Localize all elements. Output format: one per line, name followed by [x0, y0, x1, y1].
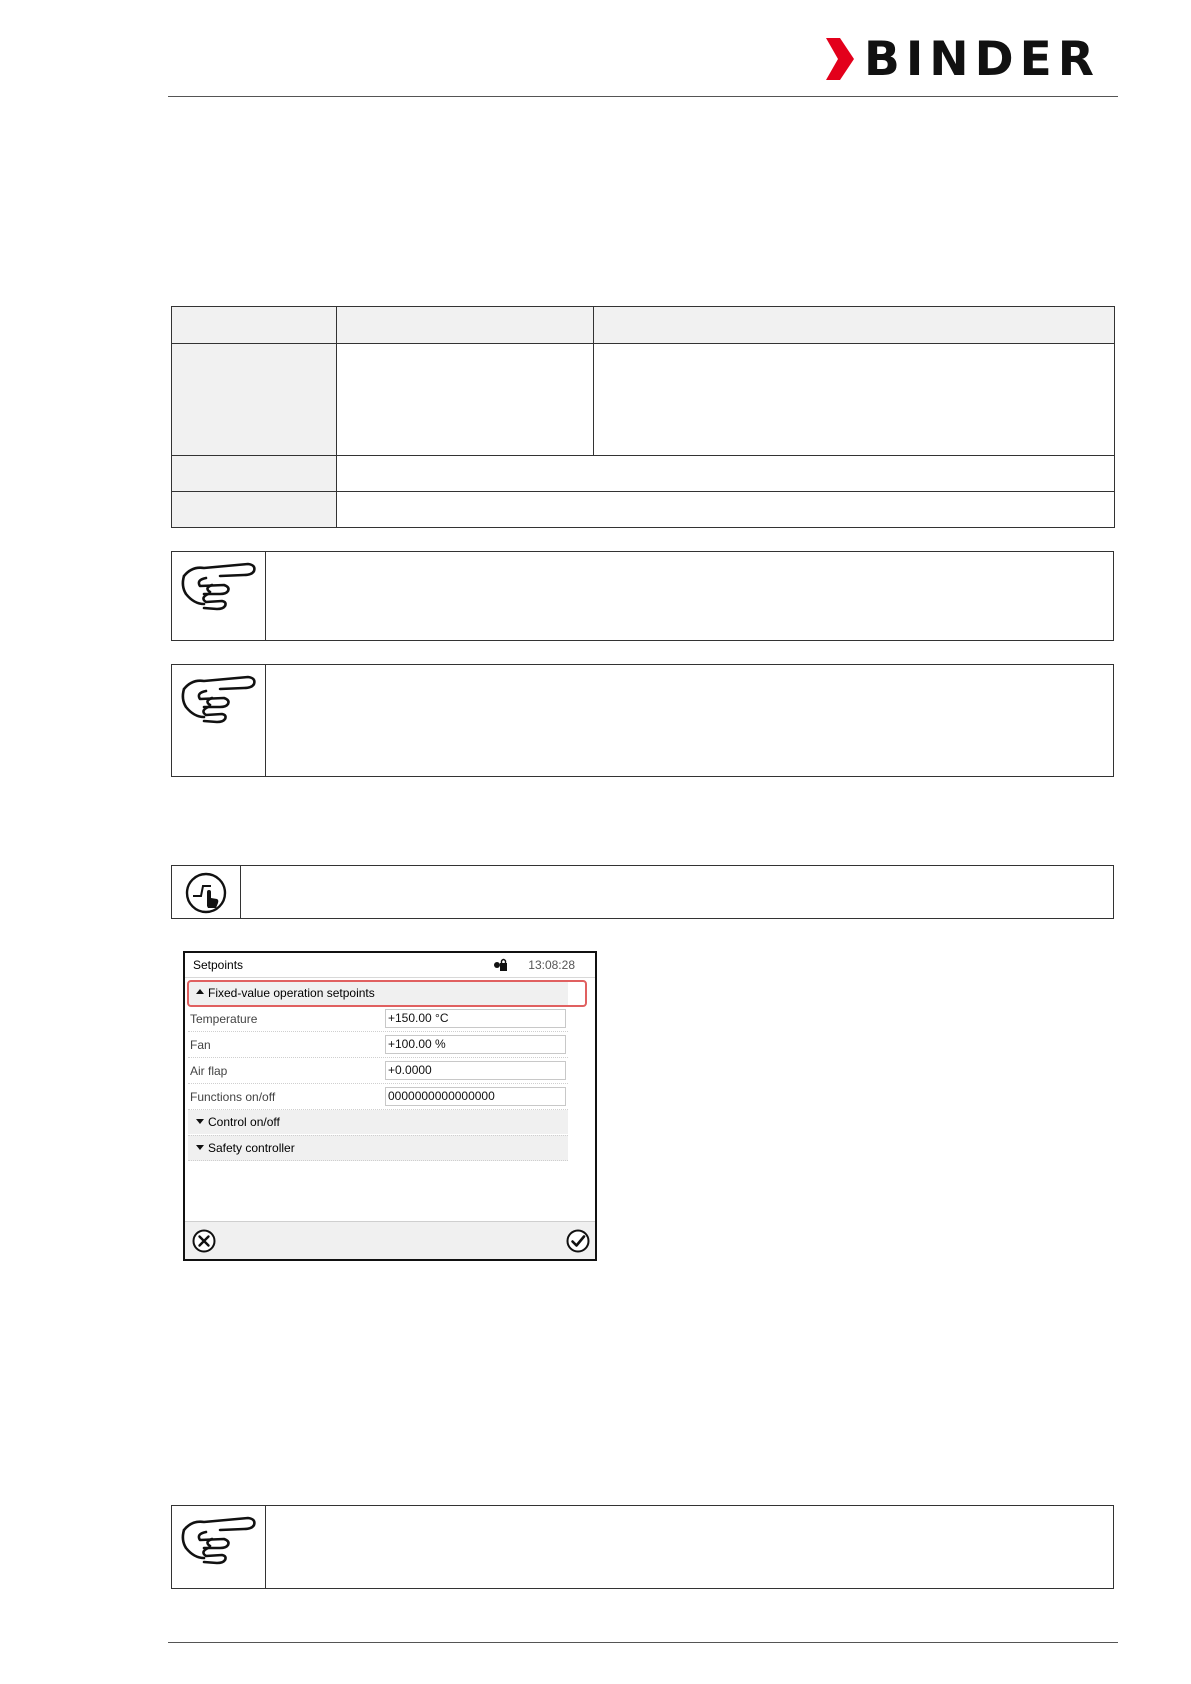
table-header-row — [172, 307, 1114, 343]
screen-clock: 13:08:28 — [528, 958, 575, 972]
param-row-functions — [188, 1084, 568, 1110]
brand-name: BINDER — [864, 32, 1100, 87]
table-line — [593, 307, 594, 455]
setpoints-screen — [183, 951, 597, 1261]
note-box — [171, 551, 1114, 641]
table-line — [172, 343, 1114, 344]
screen-title-separator — [185, 977, 595, 978]
functions-field[interactable]: 0000000000000000 — [385, 1087, 566, 1106]
confirm-check-icon[interactable] — [566, 1229, 590, 1253]
screen-title: Setpoints — [193, 958, 244, 972]
table-line — [172, 455, 1114, 456]
group-control-on-off[interactable] — [188, 1110, 568, 1134]
note-box — [171, 1505, 1114, 1589]
note-box — [171, 664, 1114, 777]
footer-rule — [168, 1642, 1118, 1643]
touch-menu-icon — [185, 872, 227, 914]
pointing-hand-icon — [178, 669, 258, 725]
note-divider — [265, 552, 266, 640]
binder-logo-arrow-icon — [826, 38, 854, 80]
group-label: Control on/off — [208, 1115, 280, 1129]
group-label: Safety controller — [208, 1141, 295, 1155]
param-label: Temperature — [190, 1012, 258, 1026]
cancel-circle-icon[interactable] — [192, 1229, 216, 1253]
screen-footer — [185, 1221, 595, 1259]
selection-highlight — [187, 980, 587, 1007]
group-safety-controller[interactable] — [188, 1135, 568, 1161]
pointing-hand-icon — [178, 556, 258, 612]
instruction-divider — [240, 866, 241, 918]
header-rule — [168, 96, 1118, 97]
fan-field[interactable]: +100.00 % — [385, 1035, 566, 1054]
temperature-field[interactable]: +150.00 °C — [385, 1009, 566, 1028]
air-flap-field[interactable]: +0.0000 — [385, 1061, 566, 1080]
param-label: Air flap — [190, 1064, 228, 1078]
table-line — [336, 307, 337, 527]
param-row-temperature — [188, 1006, 568, 1032]
pointing-hand-icon — [178, 1510, 258, 1566]
group-label: Fixed-value operation setpoints — [208, 986, 375, 1000]
param-row-air-flap — [188, 1058, 568, 1084]
param-label: Functions on/off — [190, 1090, 276, 1104]
param-row-fan — [188, 1032, 568, 1058]
param-label: Fan — [190, 1038, 211, 1052]
table-first-column — [172, 343, 336, 527]
lock-icon — [493, 958, 507, 971]
instruction-box — [171, 865, 1114, 919]
table-line — [172, 491, 1114, 492]
brand-logo — [826, 32, 1116, 87]
expand-triangle-icon — [196, 1119, 204, 1124]
expand-triangle-icon — [196, 1145, 204, 1150]
settings-table — [171, 306, 1115, 528]
note-divider — [265, 665, 266, 776]
note-divider — [265, 1506, 266, 1588]
